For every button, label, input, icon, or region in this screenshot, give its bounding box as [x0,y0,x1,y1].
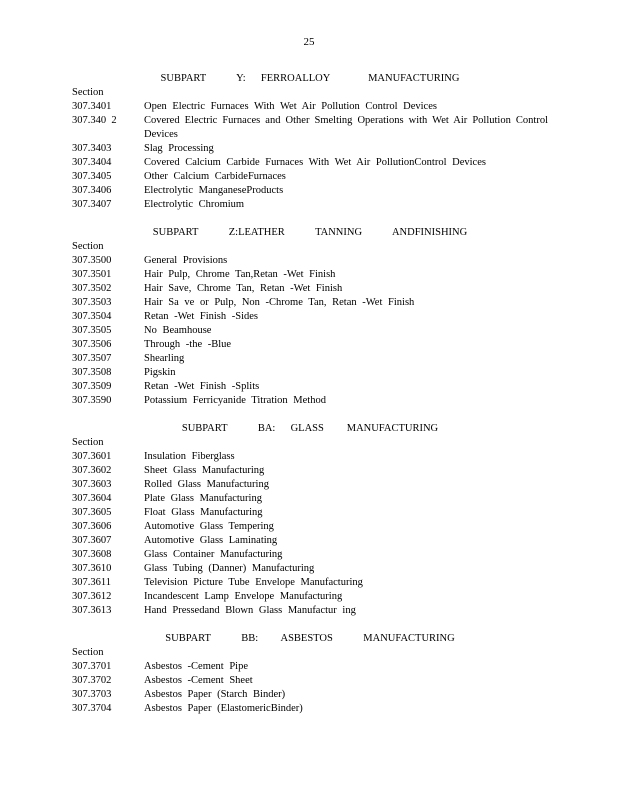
section-entry [72,534,548,548]
section-label: Section [72,647,104,658]
section-number: 307.3701 [72,661,112,672]
subpart-ba-glass [72,422,548,618]
section-entry [72,492,548,506]
page-number: 25 [303,36,315,48]
section-number: 307.3508 [72,367,112,378]
section-number: 307.3605 [72,507,112,518]
section-entry [72,100,548,114]
section-number: 307.3407 [72,199,112,210]
section-description: Glass Tubing (Danner) Manufacturing [144,563,315,574]
section-description: No Beamhouse [144,325,212,336]
section-number: 307.3504 [72,311,112,322]
section-number: 307.3703 [72,689,112,700]
section-description: Potassium Ferricyanide Titration Method [144,395,326,406]
section-number: 307.3590 [72,395,112,406]
section-number: 307.3607 [72,535,112,546]
section-description: Float Glass Manufacturing [144,507,263,518]
section-number: 307.3603 [72,479,112,490]
section-number: 307.3406 [72,185,112,196]
section-entry [72,548,548,562]
section-number: 307.3404 [72,157,112,168]
document-body [72,72,548,730]
section-description: Open Electric Furnaces With Wet Air Pollution Control Devices [144,101,437,112]
section-entry [72,520,548,534]
section-entry [72,688,548,702]
section-label: Section [72,241,104,252]
section-number: 307.3503 [72,297,112,308]
section-number: 307.3403 [72,143,112,154]
section-entry [72,170,548,184]
section-entry [72,576,548,590]
subpart-title: SUBPART Y: FERROALLOY MANUFACTURING [160,73,460,84]
section-description: Other Calcium CarbideFurnaces [144,171,286,182]
section-entry [72,352,548,366]
section-description: Asbestos Paper (ElastomericBinder) [144,703,303,714]
section-entry [72,604,548,618]
subpart-title: SUBPART Z:LEATHER TANNING ANDFINISHING [152,227,468,238]
section-entry [72,702,548,716]
section-entry [72,324,548,338]
section-description: Slag Processing [144,143,214,154]
subpart-z-leather [72,226,548,408]
section-entry [72,380,548,394]
section-description: Shearling [144,353,185,364]
section-description: Hair Save, Chrome Tan, Retan -Wet Finish [144,283,343,294]
section-description: Retan -Wet Finish -Sides [144,311,259,322]
section-description: Rolled Glass Manufacturing [144,479,269,490]
section-description: Sheet Glass Manufacturing [144,465,265,476]
subpart-y-ferroalloy [72,72,548,212]
section-description: Asbestos Paper (Starch Binder) [144,689,286,700]
section-number: 307.3606 [72,521,112,532]
section-entry [72,296,548,310]
section-description: Electrolytic Chromium [144,199,245,210]
section-description: Hair Pulp, Chrome Tan,Retan -Wet Finish [144,269,336,280]
section-description: Hand Pressedand Blown Glass Manufactur ing [144,605,356,616]
section-entry [72,478,548,492]
section-entry [72,590,548,604]
section-entry [72,660,548,674]
section-entry [72,282,548,296]
section-entry [72,450,548,464]
section-entry [72,114,548,142]
section-description: Incandescent Lamp Envelope Manufacturing [144,591,343,602]
section-entry [72,184,548,198]
section-entry [72,142,548,156]
section-entry [72,156,548,170]
section-description: Insulation Fiberglass [144,451,235,462]
subpart-title: SUBPART BA: GLASS MANUFACTURING [181,423,439,434]
section-description: Electrolytic ManganeseProducts [144,185,284,196]
section-description: Retan -Wet Finish -Splits [144,381,260,392]
section-description: Pigskin [144,367,176,378]
section-number: 307.3401 [72,101,112,112]
section-number: 307.3702 [72,675,112,686]
section-description: Asbestos -Cement Pipe [144,661,248,672]
section-entry [72,562,548,576]
section-label: Section [72,437,104,448]
section-number: 307.3611 [72,577,111,588]
section-number: 307.3601 [72,451,112,462]
section-number: 307.3608 [72,549,112,560]
section-entry [72,464,548,478]
section-entry [72,254,548,268]
subpart-bb-asbestos [72,632,548,716]
section-number: 307.3500 [72,255,112,266]
section-entry [72,198,548,212]
section-number: 307.3405 [72,171,112,182]
section-number: 307.3506 [72,339,112,350]
section-number: 307.3704 [72,703,112,714]
section-entry [72,310,548,324]
section-description: Automotive Glass Laminating [144,535,278,546]
section-description: General Provisions [144,255,228,266]
section-number: 307.3509 [72,381,112,392]
section-number: 307.3501 [72,269,112,280]
section-label: Section [72,87,104,98]
section-number: 307.3507 [72,353,112,364]
section-entry [72,674,548,688]
section-description: Through -the -Blue [144,339,232,350]
section-number: 307.3613 [72,605,112,616]
section-entry [72,268,548,282]
section-entry [72,338,548,352]
section-description: Covered Electric Furnaces and Other Smelting Operations with Wet Air Pollution Control Devices [144,115,548,140]
section-description: Covered Calcium Carbide Furnaces With Wet Air PollutionControl Devices [144,157,486,168]
section-description: Hair Sa ve or Pulp, Non -Chrome Tan, Retan -Wet Finish [144,297,415,308]
section-number: 307.3602 [72,465,112,476]
section-entry [72,506,548,520]
section-description: Automotive Glass Tempering [144,521,274,532]
section-number: 307.3505 [72,325,112,336]
section-description: Plate Glass Manufacturing [144,493,262,504]
section-description: Television Picture Tube Envelope Manufacturing [144,577,363,588]
subpart-title: SUBPART BB: ASBESTOS MANUFACTURING [165,633,455,644]
section-entry [72,394,548,408]
section-entry [72,366,548,380]
section-number: 307.3604 [72,493,112,504]
section-description: Asbestos -Cement Sheet [144,675,253,686]
section-number: 307.3612 [72,591,112,602]
section-number: 307.3502 [72,283,112,294]
section-description: Glass Container Manufacturing [144,549,283,560]
section-number: 307.340 2 [72,115,117,126]
section-number: 307.3610 [72,563,112,574]
